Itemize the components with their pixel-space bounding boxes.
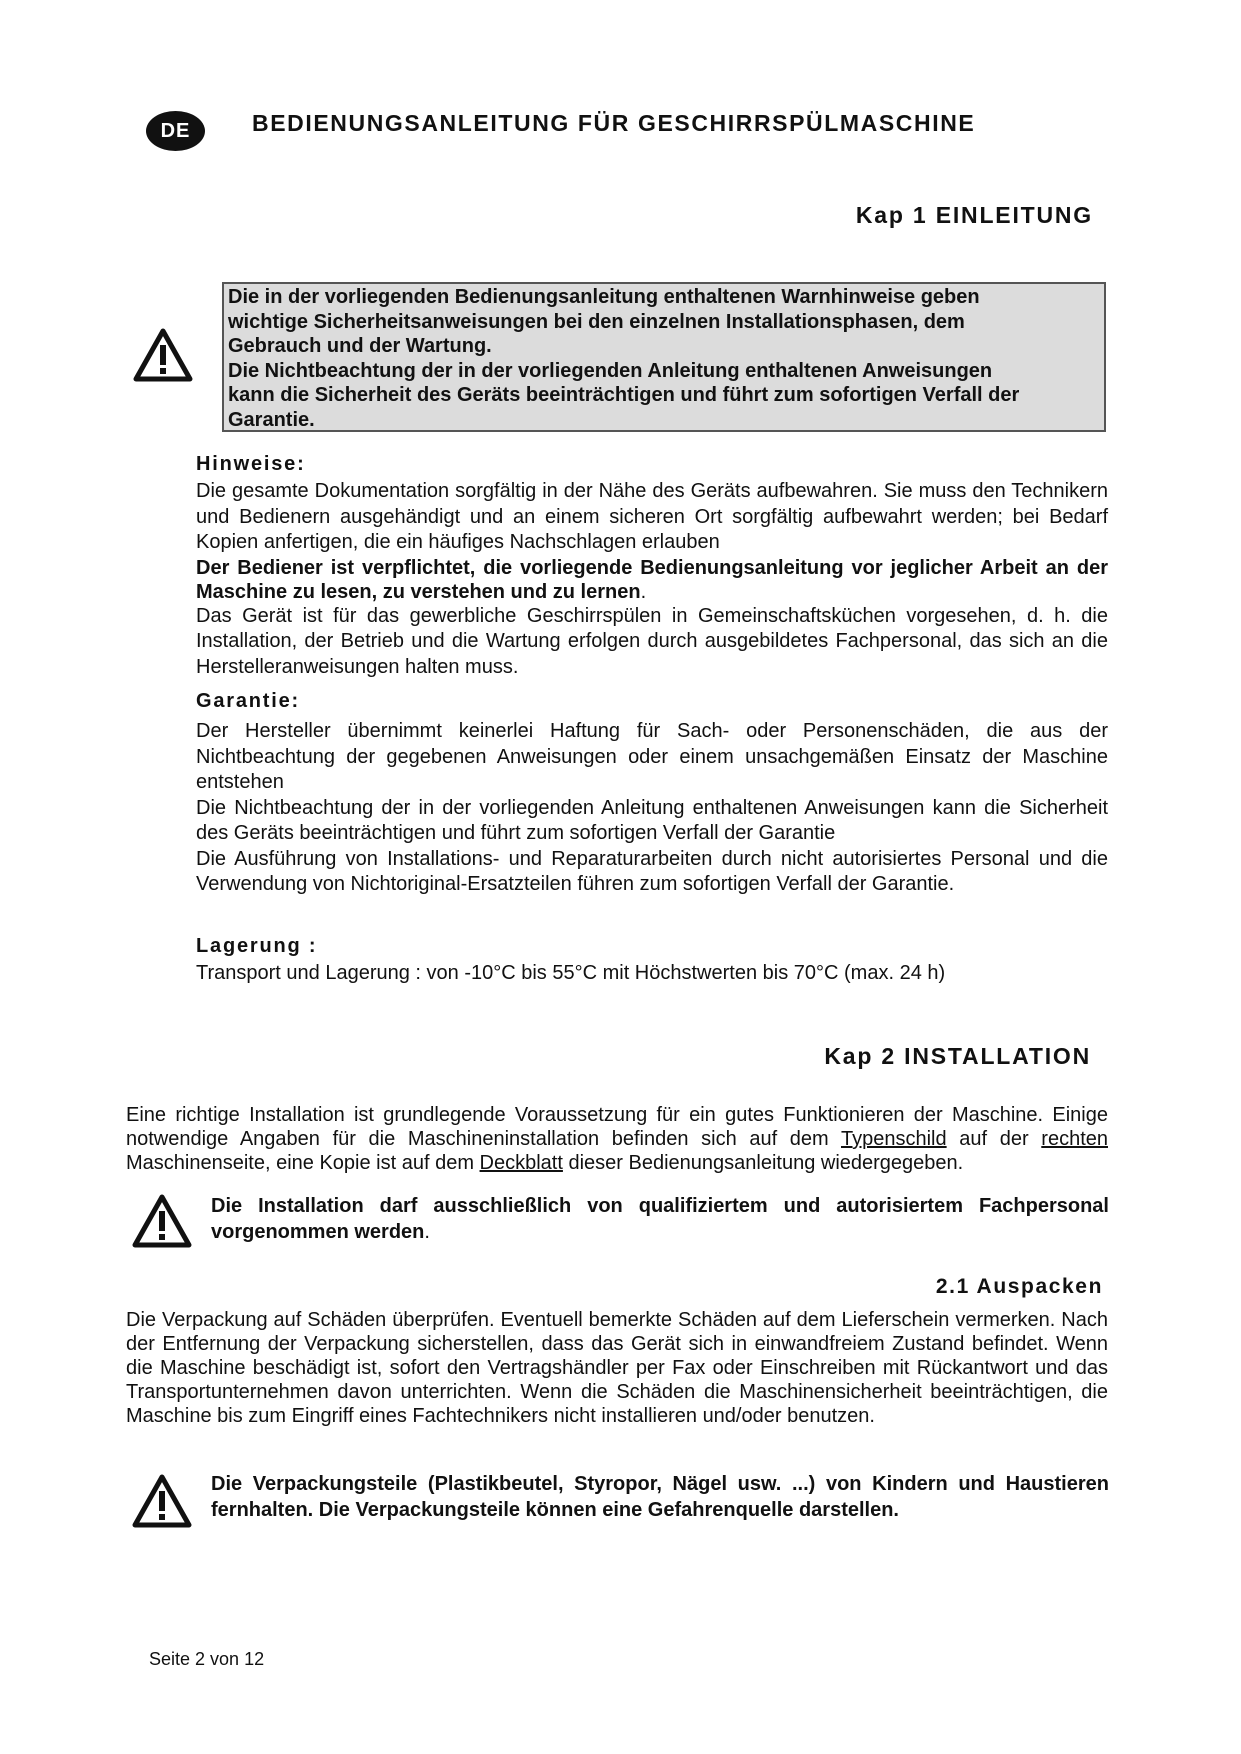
hinweise-section [196,479,1108,680]
typenschild-reference: Typenschild [841,1128,947,1150]
chapter-1-title: Kap 1 EINLEITUNG [855,202,1093,228]
warning-box [222,282,1106,432]
hinweise-paragraph: Das Gerät ist für das gewerbliche Geschirrspülen in Gemeinschaftsküchen vorgesehen, d. h. die Installation, der Betrieb und die Wartung erfolgen durch ausgebildetes Fachpersonal, das sich an die Herstelleranweisungen halten muss. [196,604,1108,678]
intro-text: auf der [946,1128,1042,1150]
hinweise-paragraph: Die gesamte Dokumentation sorgfältig in der Nähe des Geräts aufbewahren. Sie muss den Technikern und Bedienern ausgehändigt und an einem sicheren Ort sorgfältig aufbewahrt werden; bei Bedarf Kopien anfertigen, die ein häufiges Nachschlagen erlauben [196,480,1108,553]
period: . [640,580,647,603]
lagerung-heading: Lagerung : [196,935,318,957]
warning-line: kann die Sicherheit des Geräts beeinträchtigen und führt zum sofortigen Verfall der [228,384,1020,407]
garantie-section [196,719,1108,898]
operator-obligation: Der Bediener ist verpflichtet, die vorliegende Bedienungsanleitung vor jeglicher Arbeit an der Maschine zu lesen, zu verstehen und zu lernen [196,556,1108,603]
hinweise-heading: Hinweise: [196,453,306,475]
warning-line: Die in der vorliegenden Bedienungsanleitung enthaltenen Warnhinweise geben [228,286,980,308]
warning-line: Die Nichtbeachtung der in der vorliegenden Anleitung enthaltenen Anweisungen [228,359,993,382]
garantie-paragraph: Die Ausführung von Installations- und Reparaturarbeiten durch nicht autorisiertes Personal und die Verwendung von Nichtoriginal-Ersatzteilen führen zum sofortigen Verfall der Garantie. [196,847,1108,895]
warning-triangle-icon [131,1193,193,1249]
auspacken-text: Die Verpackung auf Schäden überprüfen. Eventuell bemerkte Schäden auf dem Lieferschein vermerken. Nach der Entfernung der Verpackung sicherstellen, dass das Gerät sich in einwandfreiem Zustand befindet. Wenn die Maschine beschädigt ist, sofort den Vertragshändler per Fax oder Einschreiben mit Rückantwort und das Transportunternehmen davon unterrichten. Wenn die Schäden die Maschinensicherheit beeinträchtigen, die Maschine bis zum Eingriff eines Fachtechnikers nicht installieren und/oder benutzen. [126,1309,1108,1427]
warning-line: Garantie. [228,408,315,431]
garantie-paragraph: Die Nichtbeachtung der in der vorliegenden Anleitung enthaltenen Anweisungen kann die Sicherheit des Geräts beeinträchtigen und führt zum sofortigen Verfall der Garantie [196,796,1108,844]
warning-triangle-icon [132,327,194,383]
garantie-paragraph: Der Hersteller übernimmt keinerlei Haftung für Sach- oder Personenschäden, die aus der Nichtbeachtung der gegebenen Anweisungen oder einem unsachgemäßen Einsatz der Maschine entstehen [196,720,1108,793]
intro-text: Maschinenseite, eine Kopie ist auf dem [126,1152,480,1174]
intro-text: Eine richtige Installation ist grundlegende Voraussetzung für ein gutes Funktionieren der Maschine. Einige notwendige Angaben für die Maschineninstallation befinden sich auf dem [126,1104,1108,1150]
installation-warning-text: Die Installation darf ausschließlich von qualifiziertem und autorisiertem Fachpersonal vorgenommen werden [211,1195,1109,1243]
garantie-heading: Garantie: [196,690,301,712]
installation-intro [126,1103,1108,1175]
language-badge: DE [146,111,205,151]
chapter-2-title: Kap 2 INSTALLATION [824,1043,1091,1069]
intro-text: dieser Bedienungsanleitung wiedergegeben. [562,1152,964,1174]
rechten-reference: rechten [1041,1128,1108,1150]
installation-warning [211,1194,1109,1245]
hinweise-notice [196,556,1108,604]
deckblatt-reference: Deckblatt [479,1152,563,1174]
period: . [424,1220,430,1243]
warning-triangle-icon [131,1473,193,1529]
warning-line: Gebrauch und der Wartung. [228,335,492,358]
warning-line: wichtige Sicherheitsanweisungen bei den einzelnen Installationsphasen, dem [228,310,965,333]
page-number: Seite 2 von 12 [149,1649,265,1669]
packaging-warning: Die Verpackungsteile (Plastikbeutel, Styropor, Nägel usw. ...) von Kindern und Haustieren fernhalten. Die Verpackungsteile können eine Gefahrenquelle darstellen. [211,1473,1109,1521]
lagerung-text: Transport und Lagerung : von -10°C bis 55°C mit Höchstwerten bis 70°C (max. 24 h) [196,962,946,984]
document-title: BEDIENUNGSANLEITUNG FÜR GESCHIRRSPÜLMASCHINE [252,110,976,136]
section-2-1-title: 2.1 Auspacken [935,1275,1103,1298]
